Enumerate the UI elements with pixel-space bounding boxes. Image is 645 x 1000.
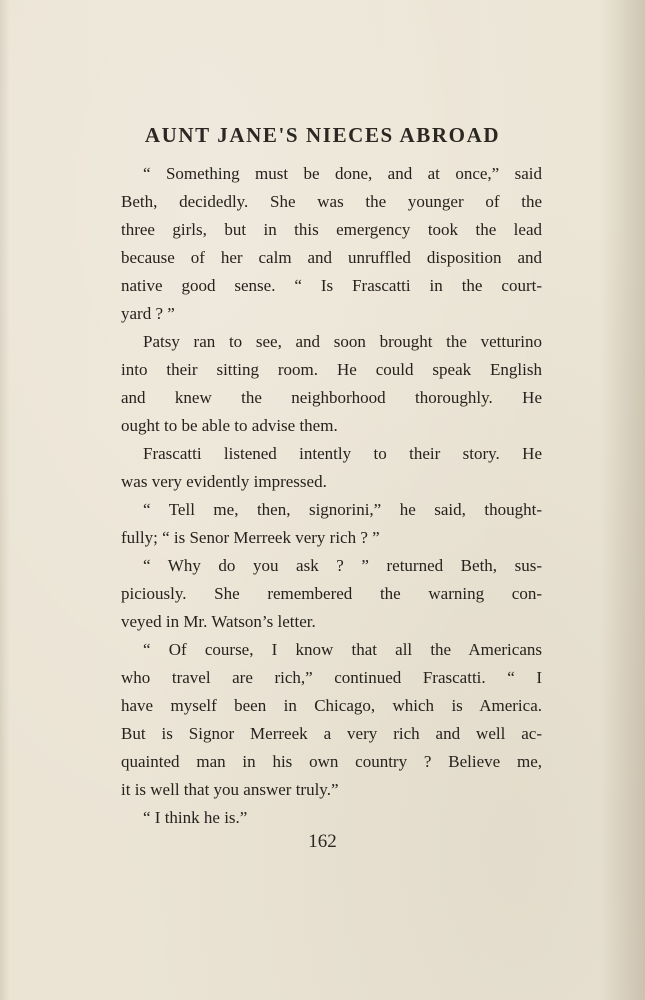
- text-line: Patsy ran to see, and soon brought the vetturino: [143, 332, 542, 351]
- running-head: AUNT JANE'S NIECES ABROAD: [144, 123, 501, 147]
- text-line: was very evidently impressed.: [121, 472, 327, 491]
- paragraph: [121, 160, 542, 328]
- text-line: “ I think he is.”: [143, 808, 248, 827]
- paragraph: [121, 328, 542, 440]
- text-line: native good sense. “ Is Frascatti in the court-: [121, 276, 542, 295]
- text-line: “ Of course, I know that all the Americans: [143, 640, 542, 659]
- text-line: veyed in Mr. Watson’s letter.: [121, 612, 316, 631]
- text-line: who travel are rich,” continued Frascatti. “ I: [121, 668, 542, 687]
- text-line: piciously. She remembered the warning con-: [121, 584, 542, 603]
- text-line: Frascatti listened intently to their story. He: [143, 444, 542, 463]
- paragraph: [121, 804, 542, 832]
- text-line: three girls, but in this emergency took the lead: [121, 220, 542, 239]
- text-line: “ Something must be done, and at once,” said: [143, 164, 542, 183]
- text-line: it is well that you answer truly.”: [121, 780, 339, 799]
- text-line: fully; “ is Senor Merreek very rich ? ”: [121, 528, 380, 547]
- text-line: Beth, decidedly. She was the younger of the: [121, 192, 542, 211]
- paragraph: [121, 496, 542, 552]
- text-line: But is Signor Merreek a very rich and well ac-: [121, 724, 542, 743]
- text-line: yard ? ”: [121, 304, 175, 323]
- text-line: have myself been in Chicago, which is America.: [121, 696, 542, 715]
- paragraph: [121, 440, 542, 496]
- paragraph: [121, 636, 542, 804]
- page-number: 162: [308, 831, 337, 852]
- text-line: into their sitting room. He could speak English: [121, 360, 542, 379]
- paragraph: [121, 552, 542, 636]
- text-line: “ Tell me, then, signorini,” he said, thought-: [143, 500, 542, 519]
- text-line: ought to be able to advise them.: [121, 416, 338, 435]
- text-line: “ Why do you ask ? ” returned Beth, sus-: [143, 556, 542, 575]
- text-line: and knew the neighborhood thoroughly. He: [121, 388, 542, 407]
- text-line: because of her calm and unruffled disposition and: [121, 248, 542, 267]
- text-line: quainted man in his own country ? Believe me,: [121, 752, 542, 771]
- body-text: [121, 160, 542, 832]
